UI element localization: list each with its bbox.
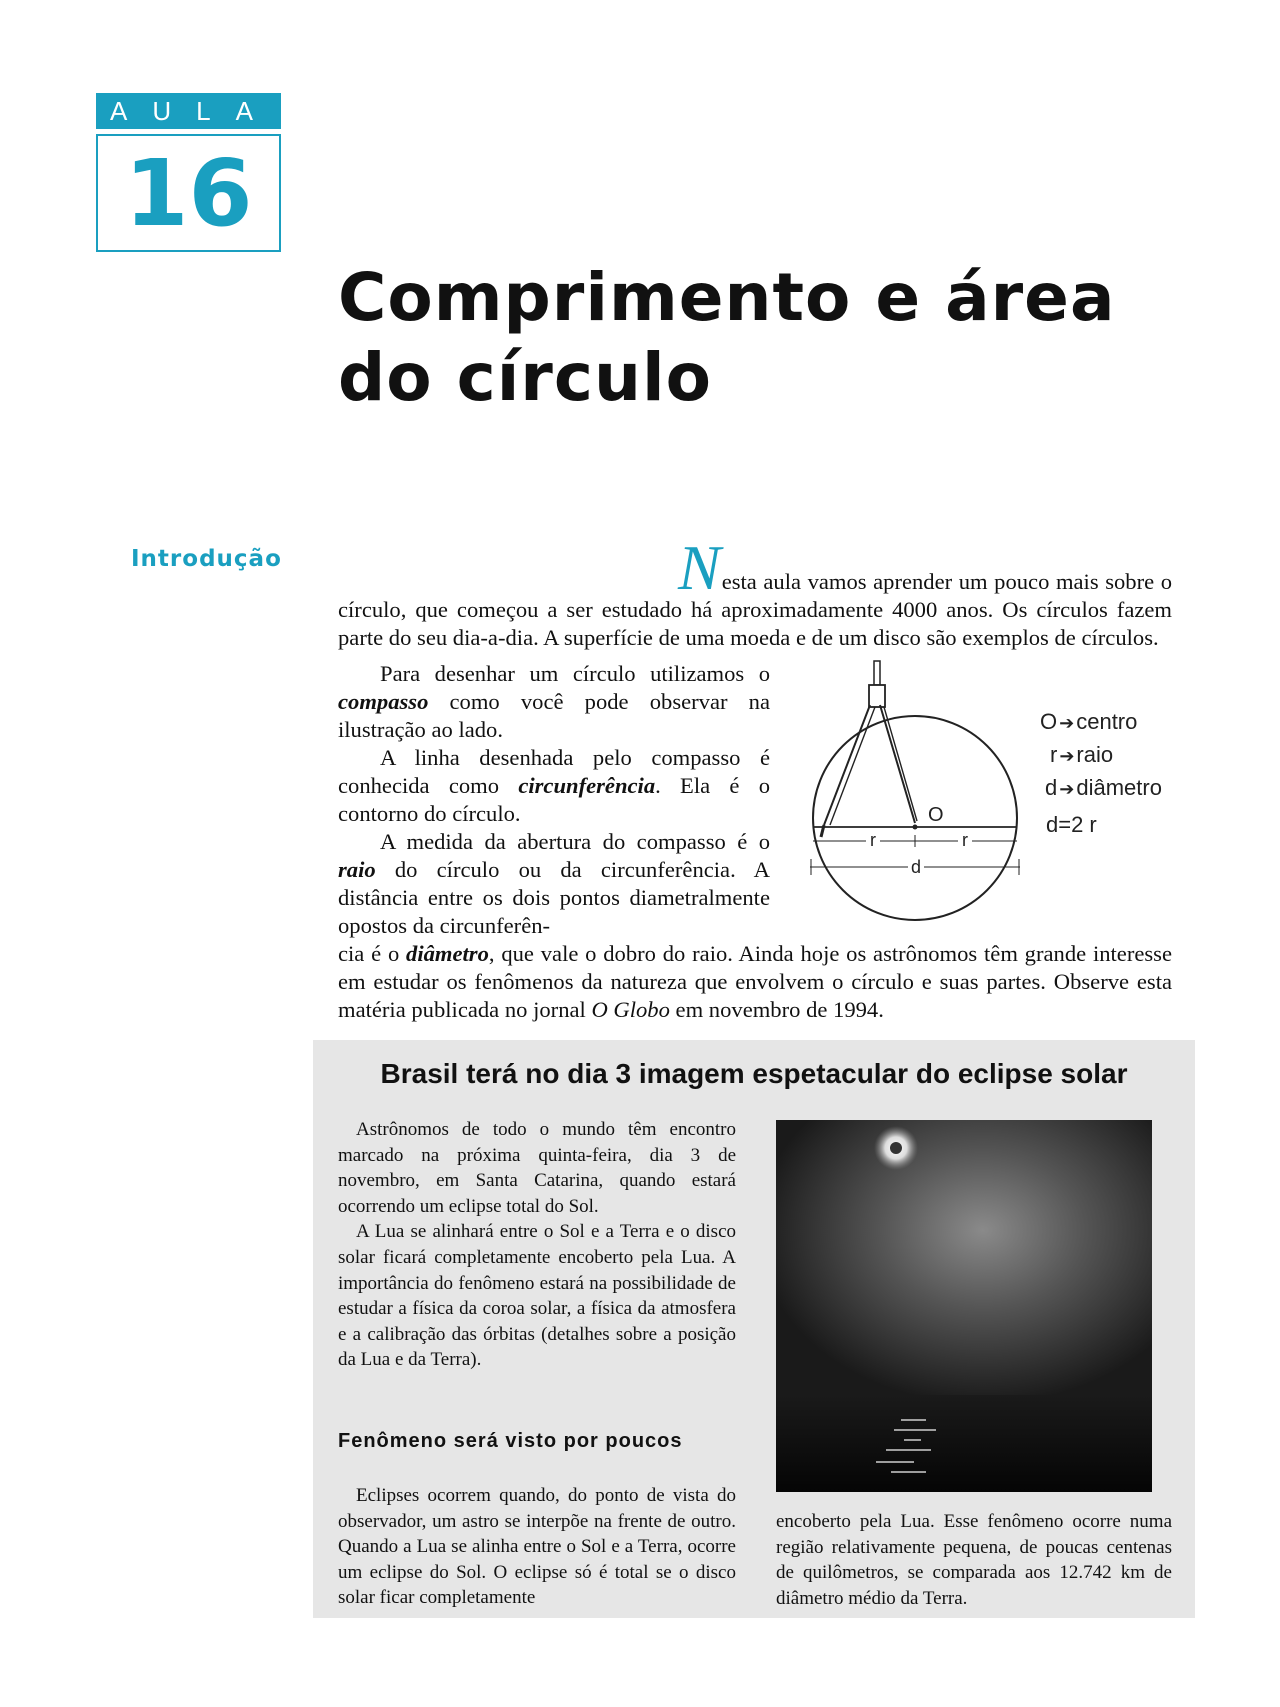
legend-item-raio: r ➔raio: [1050, 742, 1114, 767]
article-subheading: Fenômeno será visto por poucos: [338, 1430, 683, 1452]
compass-handle: [874, 661, 880, 685]
title-line-2: do círculo: [338, 339, 712, 416]
article-column-1-continued: [338, 1483, 736, 1611]
intro-text-1: esta aula vamos aprender um pouco mais sobre o círculo, que começou a ser estudado há aproximadamente 4000 anos. Os círculos fazem parte do seu dia-a-dia. A superfície de uma moeda e de um disco são exemplos de círculos.: [338, 569, 1172, 650]
eclipse-photo: [776, 1120, 1152, 1492]
article-paragraph-3: Eclipses ocorrem quando, do ponto de vista do observador, um astro se interpõe na frente de outro. Quando a Lua se alinha entre o Sol e a Terra, ocorre um eclipse do Sol. O eclipse só é total se o disco solar ficar completamente: [338, 1485, 736, 1609]
arrow-right-icon: ➔: [1059, 779, 1075, 799]
newspaper-name: O Globo: [591, 997, 670, 1022]
circle-outline: [813, 716, 1017, 920]
article-headline: Brasil terá no dia 3 imagem espetacular do eclipse solar: [380, 1058, 1128, 1089]
page-title: [338, 258, 1178, 418]
keyword-diametro: diâmetro: [406, 941, 489, 966]
arrow-right-icon: ➔: [1059, 713, 1075, 733]
intro-left-column: [338, 660, 770, 940]
intro-paragraph-5: cia é o diâmetro, que vale o dobro do raio. Ainda hoje os astrônomos têm grande interesse em estudar os fenômenos da natureza que envolvem o círculo e suas partes. Observe esta matéria publicada no jornal O Globo em novembro de 1994.: [338, 941, 1172, 1022]
intro-paragraph-2: Para desenhar um círculo utilizamos o compasso como você pode observar na ilustração ao lado.: [338, 661, 770, 742]
intro-paragraph-1: [338, 532, 1172, 652]
drop-cap: N: [678, 532, 721, 603]
radius-label-right: r: [962, 830, 968, 850]
compass-hinge: [869, 685, 885, 707]
arrow-right-icon: ➔: [1059, 746, 1075, 766]
compass-circle-diagram: [810, 655, 1020, 925]
intro-paragraph-4: A medida da abertura do compasso é o raio do círculo ou da circunferência. A distância entre os dois pontos diametralmente opostos da circunferên-: [338, 829, 770, 938]
center-point: [913, 825, 918, 830]
lesson-number: 16: [96, 134, 281, 252]
legend-item-diametro: d ➔diâmetro: [1045, 775, 1162, 800]
article-column-1: [338, 1117, 736, 1373]
diameter-label: d: [910, 857, 922, 877]
compass-leg-right-inner: [884, 707, 917, 821]
article-column-2: [776, 1509, 1172, 1611]
compass-leg-right: [880, 705, 915, 823]
legend-item-centro: O ➔centro: [1040, 709, 1138, 734]
article-paragraph-2: A Lua se alinhará entre o Sol e a Terra e o disco solar ficará completamente encoberto pela Lua. A importância do fenômeno estará na possibilidade de estudar a física da coroa solar, a física da atmosfera e a calibração das órbitas (detalhes sobre a posição da Lua e da Terra).: [338, 1221, 736, 1371]
lesson-label: AULA: [96, 93, 281, 129]
compass-leg-left-inner: [830, 707, 875, 825]
section-label-introducao: Introdução: [131, 546, 282, 572]
legend-formula: d=2 r: [1046, 812, 1097, 837]
keyword-circunferencia: circunferência: [518, 773, 656, 798]
diagram-legend: [1040, 706, 1162, 840]
intro-paragraph-3: A linha desenhada pelo compasso é conhecida como circunferência. Ela é o contorno do círculo.: [338, 745, 770, 826]
sky: [776, 1120, 1152, 1410]
keyword-raio: raio: [338, 857, 376, 882]
title-line-1: Comprimento e área: [338, 259, 1116, 336]
sea: [776, 1395, 1152, 1492]
moon-disc: [890, 1142, 902, 1154]
radius-label-left: r: [870, 830, 876, 850]
article-paragraph-4: encoberto pela Lua. Esse fenômeno ocorre numa região relativamente pequena, de poucas centenas de quilômetros, se comparada aos 12.742 km de diâmetro médio da Terra.: [776, 1511, 1172, 1609]
keyword-compasso: compasso: [338, 689, 429, 714]
article-paragraph-1: Astrônomos de todo o mundo têm encontro marcado na próxima quinta-feira, dia 3 de novembro, em Santa Catarina, quando estará ocorrendo um eclipse total do Sol.: [338, 1119, 736, 1217]
compass-leg-left: [824, 705, 870, 825]
center-label: O: [928, 804, 944, 826]
